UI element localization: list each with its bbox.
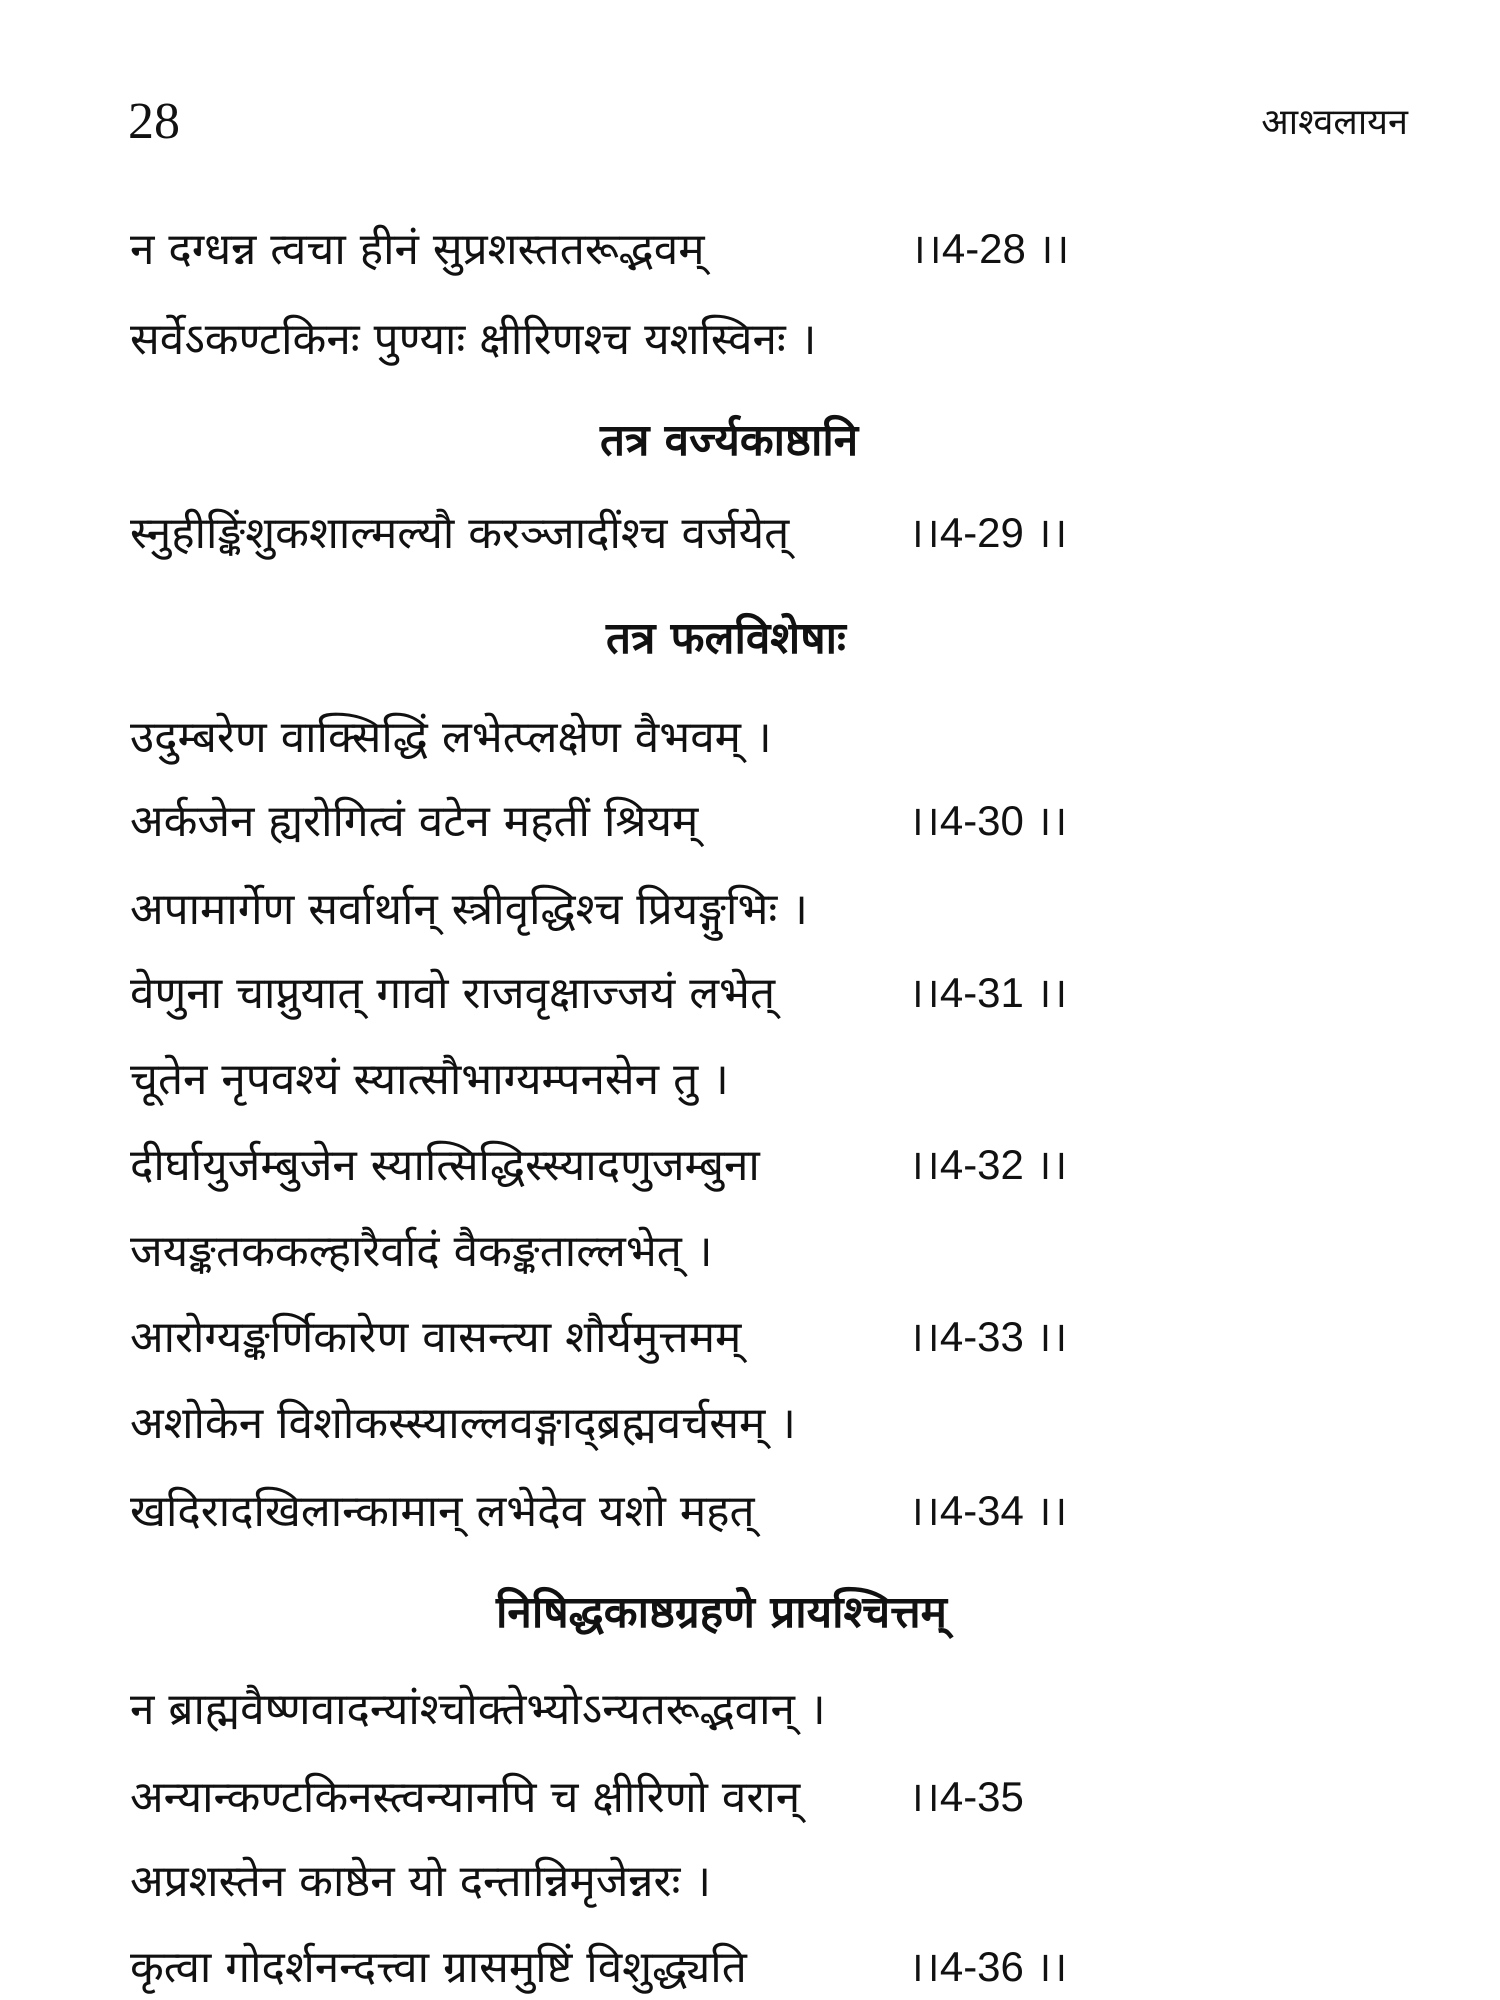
verse-text: आरोग्यङ्कर्णिकारेण वासन्त्या शौर्यमुत्तमम्	[130, 1312, 742, 1363]
verse-line	[130, 1684, 1290, 1735]
verse-number: ।।4-35	[908, 1773, 1024, 1820]
verse-line	[130, 1226, 1290, 1277]
verse-text: सर्वेऽकण्टकिनः पुण्याः क्षीरिणश्च यशस्विनः ।	[130, 314, 817, 365]
verse-text: खदिरादखिलान्कामान् लभेदेव यशो महत्	[130, 1486, 755, 1537]
page-number: 28	[128, 93, 180, 150]
verse-number: ।।4-30 ।।	[908, 797, 1068, 844]
verse-line	[130, 224, 1290, 275]
verse-number: ।।4-32 ।।	[908, 1141, 1068, 1188]
verse-text: चूतेन नृपवश्यं स्यात्सौभाग्यम्पनसेन तु ।	[130, 1054, 729, 1105]
verse-line	[130, 508, 1290, 559]
verse-text: अशोकेन विशोकस्स्याल्लवङ्गाद्ब्रह्मवर्चसम् ।	[130, 1398, 796, 1449]
verse-text: उदुम्बरेण वाक्सिद्धिं लभेत्प्लक्षेण वैभवम् ।	[130, 712, 772, 763]
verse-text: स्नुहीङ्किंशुकशाल्मल्यौ करञ्जादींश्च वर्जयेत्	[130, 508, 790, 559]
verse-line	[130, 1856, 1290, 1907]
verse-number: ।।4-36 ।।	[908, 1943, 1068, 1990]
verse-text: अपामार्गेण सर्वार्थान् स्त्रीवृद्धिश्च प्रियङ्गुभिः ।	[130, 884, 808, 935]
verse-text: अन्यान्कण्टकिनस्त्वन्यानपि च क्षीरिणो वरान्	[130, 1772, 801, 1823]
verse-text: जयङ्कतककल्हारैर्वादं वैकङ्कताल्लभेत् ।	[130, 1226, 713, 1277]
verse-text: न दग्धन्न त्वचा हीनं सुप्रशस्ततरूद्भवम्	[130, 224, 705, 275]
section-heading: निषिद्धकाष्ठग्रहणे प्रायश्चित्तम्	[496, 1587, 947, 1638]
verse-line	[130, 884, 1290, 935]
section-heading: तत्र वर्ज्यकाष्ठानि	[600, 415, 859, 466]
verse-number: ।।4-33 ।।	[908, 1313, 1068, 1360]
verse-line	[130, 796, 1290, 847]
verse-number: ।।4-34 ।।	[908, 1487, 1068, 1534]
verse-line	[130, 314, 1290, 365]
verse-text: अप्रशस्तेन काष्ठेन यो दन्तान्निमृजेन्नरः ।	[130, 1856, 712, 1907]
verse-text: वेणुना चाप्नुयात् गावो राजवृक्षाज्जयं लभेत्	[130, 968, 776, 1019]
verse-line	[130, 1486, 1290, 1537]
verse-line	[130, 1398, 1290, 1449]
verse-line	[130, 1312, 1290, 1363]
verse-line	[130, 1942, 1290, 1993]
verse-number: ।।4-28 ।।	[910, 225, 1070, 272]
verse-line	[130, 1054, 1290, 1105]
verse-text: अर्कजेन ह्यरोगित्वं वटेन महतीं श्रियम्	[130, 796, 699, 847]
verse-number: ।।4-31 ।।	[908, 969, 1068, 1016]
section-heading: तत्र फलविशेषाः	[606, 613, 846, 664]
verse-line	[130, 968, 1290, 1019]
verse-line	[130, 712, 1290, 763]
verse-text: न ब्राह्मवैष्णवादन्यांश्चोक्तेभ्योऽन्यतरूद्भवान् ।	[130, 1684, 826, 1735]
verse-text: कृत्वा गोदर्शनन्दत्त्वा ग्रासमुष्टिं विशुद्ध्यति	[130, 1942, 747, 1993]
verse-line	[130, 1140, 1290, 1191]
verse-line	[130, 1772, 1290, 1823]
verse-text: दीर्घायुर्जम्बुजेन स्यात्सिद्धिस्स्यादणुजम्बुना	[130, 1140, 760, 1191]
verse-number: ।।4-29 ।।	[908, 509, 1068, 556]
running-title: आश्वलायन	[1261, 102, 1408, 143]
